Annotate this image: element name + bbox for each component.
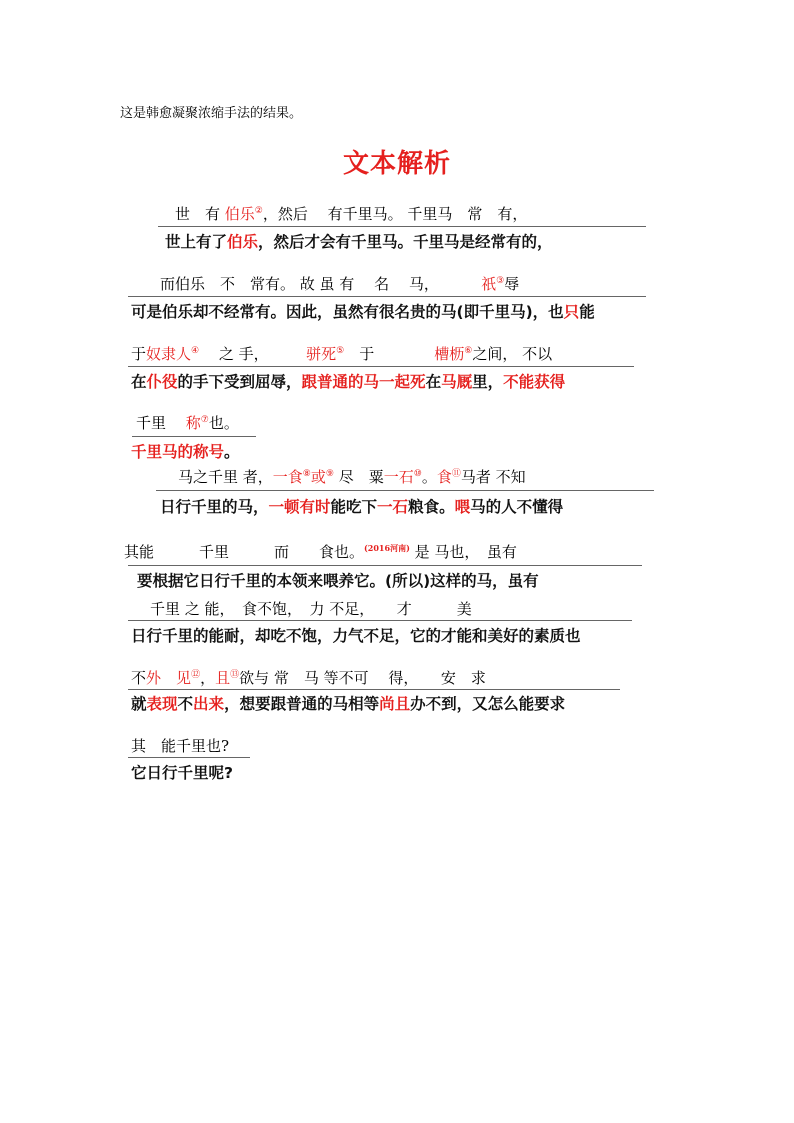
text-segment: 不能获得: [503, 373, 566, 391]
text-segment: 伯乐: [227, 233, 259, 251]
translation-line: [131, 302, 595, 322]
text-segment: 可是伯乐却不经常有。因此，虽然有很名贵的马(即千里马)，也: [131, 303, 564, 321]
note-marker: ⑫: [191, 670, 201, 680]
note-marker: ⑦: [200, 415, 209, 425]
text-segment: 骈死: [306, 345, 337, 363]
text-segment: 的手下受到屈辱，: [177, 373, 302, 391]
line-divider: [128, 565, 642, 566]
text-segment: 一石: [377, 498, 409, 516]
note-marker: ②: [254, 206, 263, 216]
text-segment: 尚且: [379, 695, 411, 713]
text-segment: 是 马也， 虽有: [409, 543, 517, 561]
text-segment: 一石: [383, 468, 414, 486]
page-title: 文本解析: [342, 149, 451, 179]
text-segment: 不: [177, 695, 194, 713]
translation-line: [137, 571, 539, 591]
text-segment: 祇: [481, 275, 497, 293]
note-marker: ⑤: [336, 346, 345, 356]
original-text-line: [178, 467, 526, 487]
text-segment: 尽 粟: [333, 468, 384, 486]
line-divider: [128, 757, 250, 758]
text-segment: 或: [310, 468, 326, 486]
original-text-line: [124, 542, 517, 562]
text-segment: 在: [131, 373, 147, 391]
text-segment: 日行千里的马，: [160, 498, 269, 516]
text-segment: 伯乐: [224, 205, 255, 223]
text-segment: 能: [579, 303, 595, 321]
text-segment: 仆役: [146, 373, 178, 391]
text-segment: 要根据它日行千里的本领来喂养它。(所以)这样的马，虽有: [137, 572, 539, 590]
text-segment: ，: [200, 669, 216, 687]
text-segment: 千里: [136, 414, 186, 432]
text-segment: 就: [131, 695, 147, 713]
text-segment: 能吃下: [330, 498, 378, 516]
translation-line: [165, 232, 553, 252]
note-marker: ⑥: [464, 346, 473, 356]
text-segment: 马者 不知: [460, 468, 526, 486]
translation-line: [131, 372, 565, 392]
text-segment: 其能 千里 而 食也。: [124, 543, 365, 561]
text-segment: 也。: [208, 414, 239, 432]
text-segment: 表现: [146, 695, 178, 713]
text-segment: 千里 之 能， 食不饱， 力 不足， 才 美: [150, 600, 472, 618]
text-segment: 辱: [504, 275, 520, 293]
text-segment: 在: [425, 373, 442, 391]
translation-line: [131, 763, 233, 783]
text-segment: 出来: [193, 695, 225, 713]
text-segment: 办不到，又怎么能要求: [410, 695, 566, 713]
text-segment: 槽枥: [434, 345, 465, 363]
original-text-line: [160, 274, 519, 294]
note-marker: ⑩: [413, 469, 422, 479]
line-divider: [156, 490, 654, 491]
text-segment: 且: [215, 669, 231, 687]
text-segment: 。: [421, 468, 437, 486]
text-segment: 只: [563, 303, 580, 321]
text-segment: 跟普通的马一起死: [301, 373, 426, 391]
text-segment: 。: [224, 443, 240, 461]
source-note: (2016河南): [364, 543, 410, 553]
note-marker: ⑧: [302, 469, 311, 479]
note-marker: ⑪: [451, 469, 461, 479]
translation-line: [131, 442, 240, 462]
line-divider: [128, 366, 634, 367]
text-segment: 它日行千里呢?: [131, 764, 233, 782]
text-segment: 之 手，: [199, 345, 307, 363]
text-segment: 外: [146, 669, 162, 687]
translation-line: [160, 497, 563, 517]
text-segment: ，想要跟普通的马相等: [224, 695, 380, 713]
text-segment: ，然后 有千里马。 千里马 常 有，: [262, 205, 528, 223]
note-marker: ④: [191, 346, 200, 356]
original-text-line: [150, 599, 472, 619]
text-segment: 于: [344, 345, 435, 363]
text-segment: 里，: [472, 373, 504, 391]
text-segment: 世上有了: [165, 233, 228, 251]
note-marker: ⑬: [230, 670, 240, 680]
text-segment: 而伯乐 不 常有。 故 虽 有 名 马，: [160, 275, 482, 293]
text-segment: ，然后才会有千里马。千里马是经常有的，: [258, 233, 553, 251]
text-segment: 见: [176, 669, 192, 687]
original-text-line: [131, 344, 552, 364]
line-divider: [158, 226, 646, 227]
text-segment: 世 有: [175, 205, 225, 223]
text-segment: 一顿有时: [268, 498, 331, 516]
line-divider: [128, 689, 620, 690]
original-text-line: [131, 668, 486, 688]
text-segment: 欲与 常 马 等不可 得， 安 求: [239, 669, 486, 687]
text-segment: 不: [131, 669, 147, 687]
original-text-line: [136, 413, 239, 433]
translation-line: [131, 626, 581, 646]
text-segment: 日行千里的能耐，却吃不饱，力气不足，它的才能和美好的素质也: [131, 627, 581, 645]
translation-line: [131, 694, 565, 714]
text-segment: 马之千里 者，: [178, 468, 273, 486]
line-divider: [128, 296, 646, 297]
note-marker: ⑨: [325, 469, 334, 479]
text-segment: 一食: [272, 468, 303, 486]
text-segment: 喂: [454, 498, 471, 516]
text-segment: 马厩: [441, 373, 473, 391]
text-segment: [161, 669, 176, 687]
text-segment: 粮食。: [408, 498, 455, 516]
text-segment: 其 能千里也?: [131, 737, 230, 755]
line-divider: [132, 436, 256, 437]
text-segment: 称: [185, 414, 201, 432]
note-marker: ③: [496, 276, 505, 286]
text-segment: 马的人不懂得: [470, 498, 564, 516]
text-segment: 食: [436, 468, 452, 486]
text-segment: 于: [131, 345, 147, 363]
original-text-line: [175, 204, 527, 224]
text-segment: 奴隶人: [146, 345, 192, 363]
line-divider: [128, 620, 632, 621]
intro-text: 这是韩愈凝聚浓缩手法的结果。: [120, 106, 303, 121]
text-segment: 千里马的称号: [131, 443, 225, 461]
text-segment: 之间， 不以: [472, 345, 553, 363]
original-text-line: [131, 736, 229, 756]
